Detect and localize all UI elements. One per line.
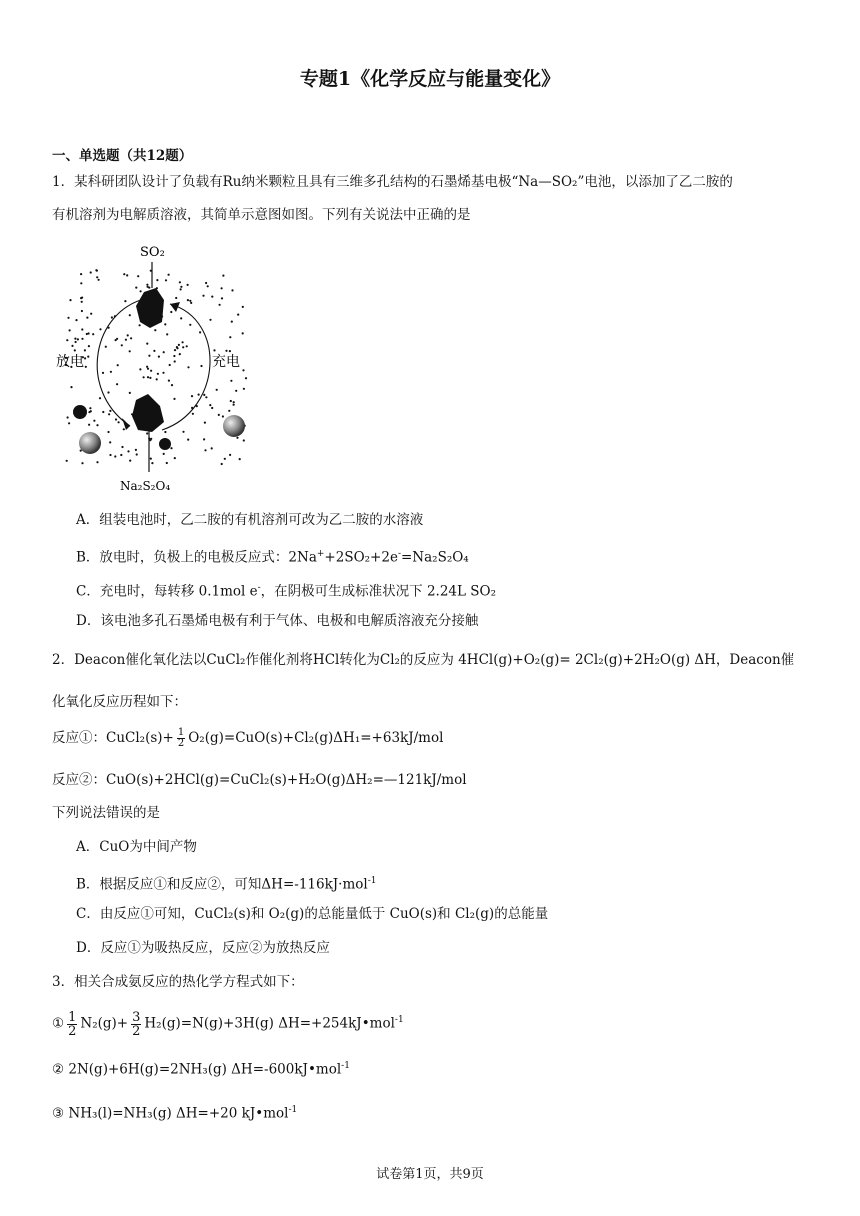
section-heading: 一、单选题（共12题） bbox=[52, 148, 193, 164]
q2-option-a[interactable]: A．CuO为中间产物 bbox=[76, 839, 197, 855]
q2-option-b[interactable]: B．根据反应①和反应②，可知ΔH=-116kJ·mol$^{-1}$ bbox=[76, 876, 377, 893]
q2-option-d[interactable]: D．反应①为吸热反应，反应②为放热反应 bbox=[76, 940, 330, 956]
figure-label-na2s2o4: Na₂S₂O₄ bbox=[120, 479, 171, 493]
q2-option-c[interactable]: C．由反应①可知，CuCl₂(s)和 O₂(g)的总能量低于 CuO(s)和 Cl₂(g)的总能量 bbox=[76, 906, 549, 922]
page-footer: 试卷第1页，共9页 bbox=[376, 1167, 484, 1182]
q2-reaction-1: 反应①：CuCl₂(s)+ $\frac{1}{2}$ O₂(g)=CuO(s)+Cl₂(g)ΔH₁=+63kJ/mol bbox=[52, 727, 444, 749]
q2-stem-line2: 化氧化反应历程如下： bbox=[52, 694, 187, 710]
q2-stem-line1: 2．Deacon催化氧化法以CuCl₂作催化剂将HCl转化为Cl₂的反应为 4HCl(g)+O₂(g)= 2Cl₂(g)+2H₂O(g) ΔH，Deacon催 bbox=[52, 652, 795, 668]
q1-option-d[interactable]: D．该电池多孔石墨烯电极有利于气体、电极和电解质溶液充分接触 bbox=[76, 613, 479, 629]
q1-stem-line2: 有机溶剂为电解质溶液，其简单示意图如图。下列有关说法中正确的是 bbox=[52, 207, 471, 223]
q1-stem-line1: 1．某科研团队设计了负载有Ru纳米颗粒且具有三维多孔结构的石墨烯基电极“Na—SO₂”电池，以添加了乙二胺的 bbox=[52, 174, 733, 190]
q2-reaction-2: 反应②：CuO(s)+2HCl(g)=CuCl₂(s)+H₂O(g)ΔH₂=—121kJ/mol bbox=[52, 772, 467, 788]
figure-label-so2: SO₂ bbox=[140, 245, 165, 260]
q3-equation-3: ③ NH₃(l)=NH₃(g) ΔH=+20 kJ•mol$^{-1}$ bbox=[52, 1105, 298, 1122]
q2-question: 下列说法错误的是 bbox=[52, 805, 160, 821]
q3-stem: 3．相关合成氨反应的热化学方程式如下： bbox=[52, 974, 304, 990]
q1-option-b[interactable]: B．放电时，负极上的电极反应式：2Na++2SO₂+2e-=Na₂S₂O₄ bbox=[76, 549, 469, 566]
q3-equation-2: ② 2N(g)+6H(g)=2NH₃(g) ΔH=-600kJ•mol$^{-1}$ bbox=[52, 1061, 350, 1078]
battery-schematic-figure bbox=[52, 240, 262, 500]
q1-option-c[interactable]: C．充电时，每转移 0.1mol e-，在阴极可生成标准状况下 2.24L SO₂ bbox=[76, 583, 497, 600]
upper-electrode-blob bbox=[136, 288, 164, 328]
lower-electrode-blob bbox=[132, 394, 164, 432]
q3-equation-1: ① $\frac{1}{2}$ N₂(g)+ $\frac{3}{2}$ H₂(g)=N(g)+3H(g) ΔH=+254kJ•mol$^{-1}$ bbox=[52, 1009, 404, 1039]
figure-label-discharge: 放电 bbox=[56, 354, 84, 370]
figure-label-charge: 充电 bbox=[212, 354, 240, 370]
page-title: 专题1《化学反应与能量变化》 bbox=[299, 68, 561, 90]
q1-option-a[interactable]: A．组装电池时，乙二胺的有机溶剂可改为乙二胺的水溶液 bbox=[76, 512, 424, 528]
